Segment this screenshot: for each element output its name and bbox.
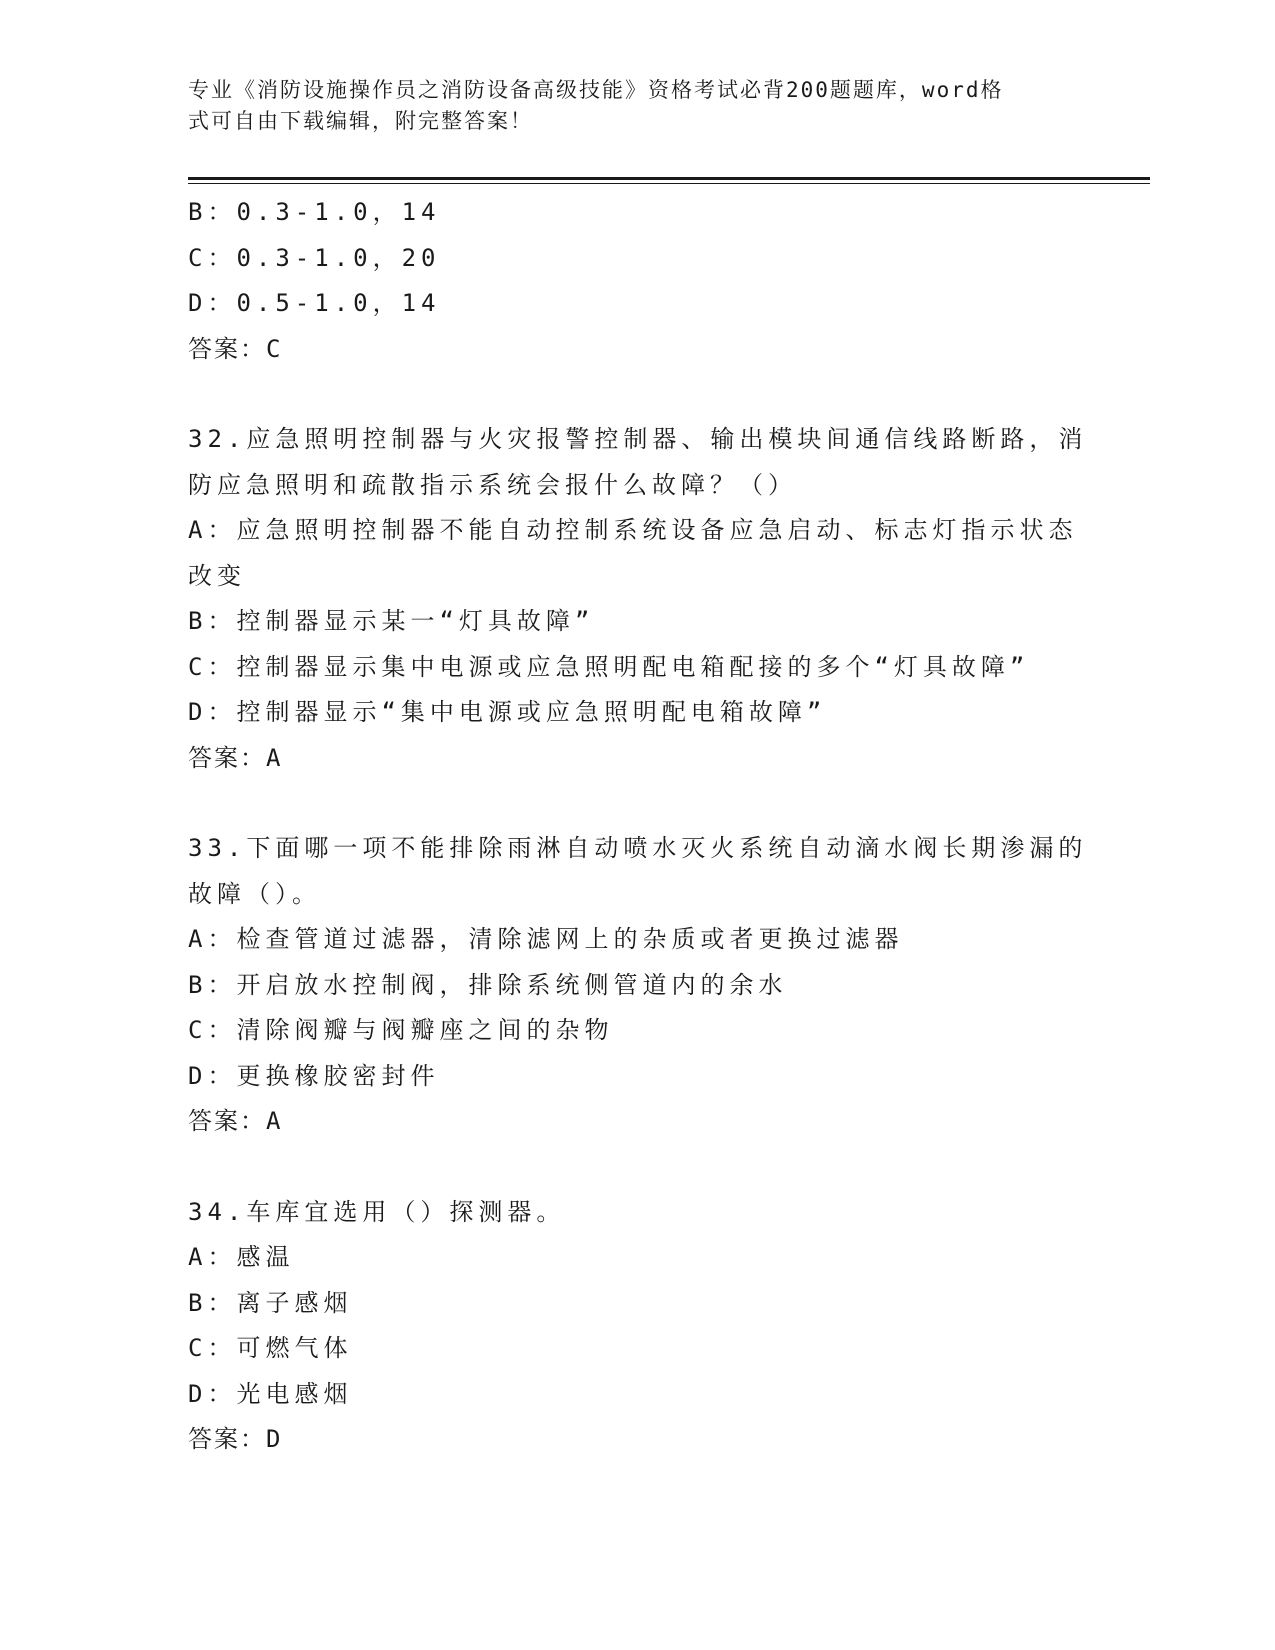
option-a-continued: 改变 [188, 561, 246, 590]
option-c: C：0.3-1.0，20 [188, 243, 441, 272]
option-b: B：控制器显示某一“灯具故障” [188, 607, 595, 635]
option-c: C：控制器显示集中电源或应急照明配电箱配接的多个“灯具故障” [188, 652, 1030, 681]
header-rule-thick [188, 177, 1150, 180]
header-title-line-1: 专业《消防设施操作员之消防设备高级技能》资格考试必背200题题库，word格 [188, 78, 1004, 102]
question-33 [188, 826, 1088, 1145]
spacer [188, 372, 1088, 417]
option-b: B：0.3-1.0，14 [188, 198, 441, 226]
option-c: C：清除阀瓣与阀瓣座之间的杂物 [188, 1016, 614, 1044]
question-content [188, 190, 1088, 1463]
answer-line: 答案：A [188, 743, 283, 772]
option-b: B：离子感烟 [188, 1288, 353, 1317]
question-stem: 防应急照明和疏散指示系统会报什么故障？（） [188, 470, 797, 499]
answer-line: 答案：A [188, 1107, 283, 1135]
answer-line: 答案：C [188, 334, 283, 363]
question-stem: 34.车库宜选用（）探测器。 [188, 1197, 566, 1226]
option-d: D：0.5-1.0，14 [188, 289, 441, 317]
option-d: D：更换橡胶密封件 [188, 1061, 440, 1090]
option-a: A：检查管道过滤器，清除滤网上的杂质或者更换过滤器 [188, 925, 904, 953]
question-stem: 33.下面哪一项不能排除雨淋自动喷水灭火系统自动滴水阀长期渗漏的 [188, 834, 1088, 862]
header-title-line-2: 式可自由下载编辑，附完整答案！ [188, 109, 533, 133]
option-b: B：开启放水控制阀，排除系统侧管道内的余水 [188, 970, 788, 999]
option-d: D：控制器显示“集中电源或应急照明配电箱故障” [188, 698, 827, 726]
option-a: A：应急照明控制器不能自动控制系统设备应急启动、标志灯指示状态 [188, 516, 1078, 544]
question-34 [188, 1190, 1088, 1463]
question-stem: 32.应急照明控制器与火灾报警控制器、输出模块间通信线路断路，消 [188, 425, 1088, 453]
spacer [188, 781, 1088, 826]
document-header [188, 75, 1088, 137]
option-c: C：可燃气体 [188, 1334, 353, 1362]
header-rule-thin [188, 183, 1150, 184]
question-stem: 故障（）。 [188, 879, 321, 908]
option-a: A：感温 [188, 1243, 295, 1271]
option-d: D：光电感烟 [188, 1379, 353, 1408]
question-32 [188, 417, 1088, 781]
question-31-continued [188, 190, 1088, 372]
answer-line: 答案：D [188, 1425, 283, 1453]
spacer [188, 1145, 1088, 1190]
